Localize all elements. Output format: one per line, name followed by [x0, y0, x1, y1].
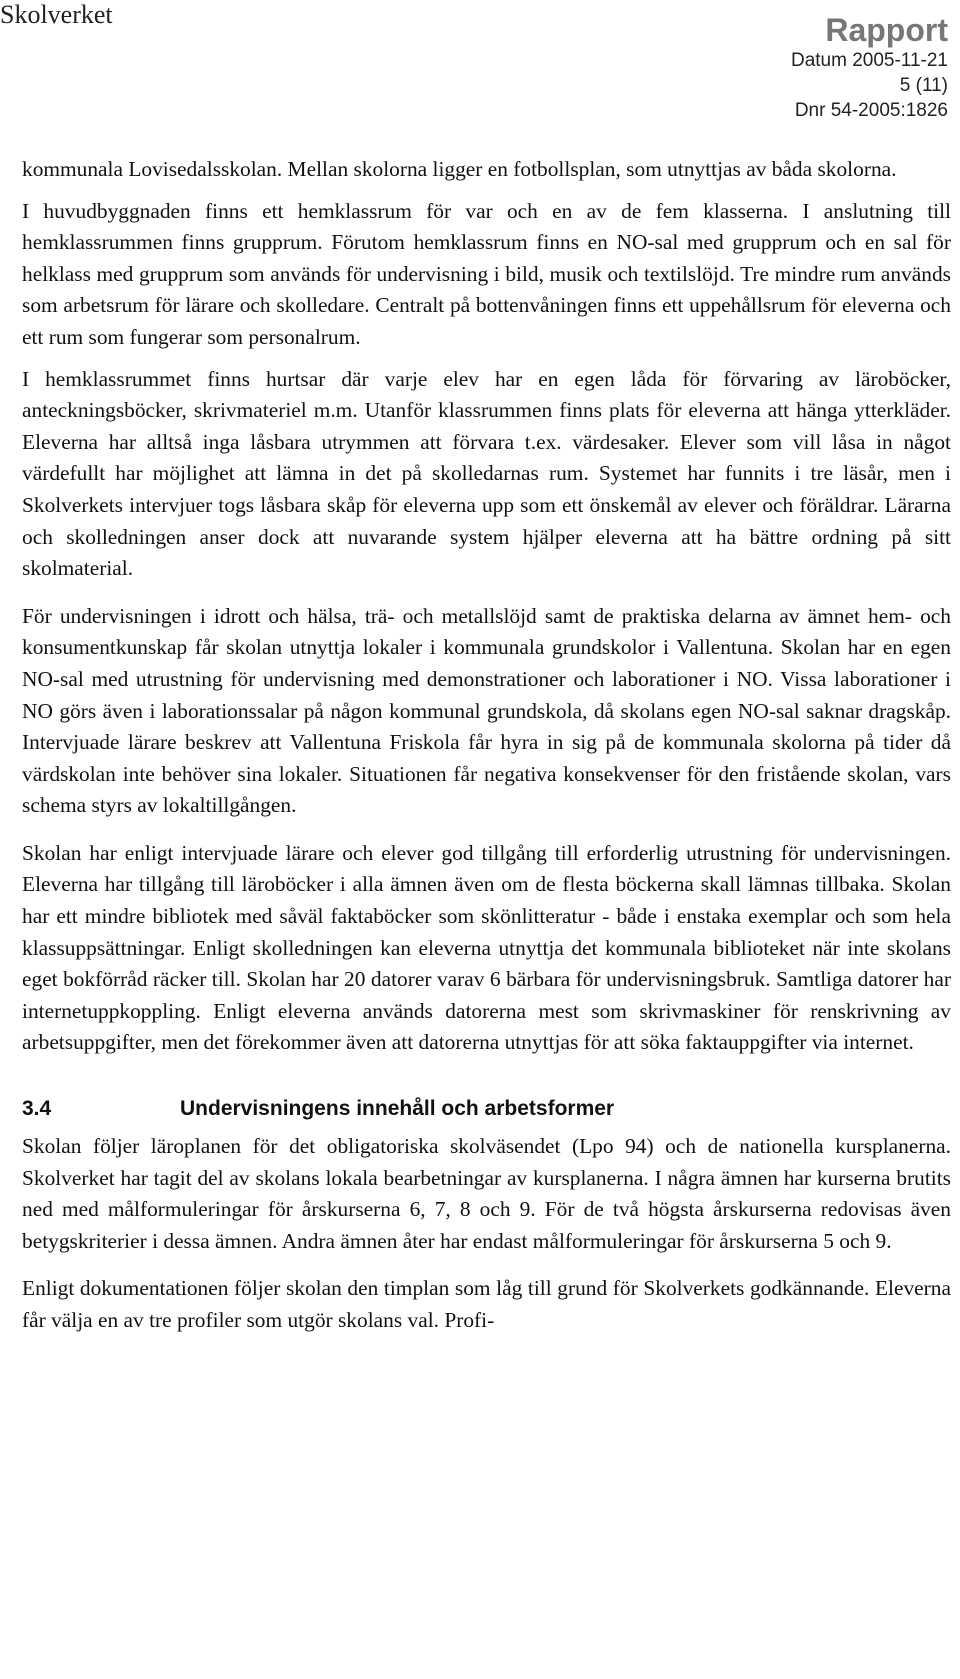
report-title: Rapport	[825, 12, 948, 48]
paragraph: För undervisningen i idrott och hälsa, trä- och metallslöjd samt de praktiska delarna av ämnet hem- och konsumentkunskap får skolan utnyttja lokaler i kommunala grundskolor i Vallentuna. Skolan har en egen NO-sal med utrustning för undervisning med demonstrationer och laborationer i NO. Vissa laborationer i NO görs även i laborationssalar på någon kommunal grundskola, då skolans egen NO-sal saknar dragskåp. Intervjuade lärare beskrev att Vallentuna Friskola får hyra in sig på de kommunala skolorna på tider då värdskolan inte behöver sina lokaler. Situationen får negativa konsekvenser för den fristående skolan, vars schema styrs av lokaltillgången.	[22, 603, 951, 818]
paragraph: kommunala Lovisedalsskolan. Mellan skolorna ligger en fotbollsplan, som utnyttjas av båda skolorna.	[22, 157, 897, 181]
section-title: Undervisningens innehåll och arbetsformer	[180, 1097, 615, 1121]
paragraph: Enligt dokumentationen följer skolan den timplan som låg till grund för Skolverkets godkännande. Eleverna får välja en av tre profiler som utgör skolans val. Profi-	[22, 1276, 951, 1332]
paragraph: Skolan har enligt intervjuade lärare och elever god tillgång till erforderlig utrustning för undervisningen. Eleverna har tillgång till läroböcker i alla ämnen även om de flesta böckerna skall lämnas tillbaka. Skolan har ett mindre bibliotek med såväl faktaböcker som skönlitteratur - både i enstaka exemplar och som hela klassuppsättningar. Enligt skolledningen kan eleverna utnyttja det kommunala biblioteket när inte skolans eget bokförråd räcker till. Skolan har 20 datorer varav 6 bärbara för undervisningsbruk. Samtliga datorer har internetuppkoppling. Enligt eleverna används datorerna mest som skrivmaskiner för renskrivning av arbetsuppgifter, men det förekommer även att datorerna utnyttjas för att söka faktauppgifter via internet.	[22, 840, 951, 1055]
report-header	[791, 12, 948, 123]
paragraph: I huvudbyggnaden finns ett hemklassrum för var och en av de fem klasserna. I anslutning till hemklassrummen finns grupprum. Förutom hemklassrum finns en NO-sal med grupprum och en sal för helklass med grupprum som används för undervisning i bild, musik och textilslöjd. Tre mindre rum används som arbetsrum för lärare och skolledare. Centralt på bottenvåningen finns ett uppehållsrum för eleverna och ett rum som fungerar som personalrum.	[22, 198, 951, 349]
document-body	[22, 154, 951, 1353]
page-number: 5 (11)	[899, 75, 948, 96]
document-number: Dnr 54-2005:1826	[794, 100, 948, 121]
paragraph: I hemklassrummet finns hurtsar där varje elev har en egen låda för förvaring av läroböcker, anteckningsböcker, skrivmateriel m.m. Utanför klassrummen finns plats för eleverna att hänga ytterkläder. Eleverna har alltså inga låsbara utrymmen att förvara t.ex. värdesaker. Elever som vill låsa in något värdefullt har möjlighet att lämna in det på skolledarnas rum. Systemet har funnits i tre läsår, men i Skolverkets intervjuer togs låsbara skåp för eleverna upp som ett önskemål av elever och föräldrar. Lärarna och skolledningen anser dock att nuvarande system hjälper eleverna att ha bättre ordning på sitt skolmaterial.	[22, 366, 951, 581]
paragraph: Skolan följer läroplanen för det obligatoriska skolväsendet (Lpo 94) och de nationella kursplanerna. Skolverket har tagit del av skolans lokala bearbetningar av kursplanerna. I några ämnen har kurserna brutits ned med målformuleringar för årskurserna 6, 7, 8 och 9. För de två högsta årskurserna redovisas även betygskriterier i dessa ämnen. Andra ämnen åter har endast målformuleringar för årskurserna 5 och 9.	[22, 1134, 951, 1253]
report-date: Datum 2005-11-21	[790, 50, 948, 71]
section-number: 3.4	[22, 1097, 52, 1121]
section-heading	[22, 1095, 951, 1123]
skolverket-logo: Skolverket	[0, 0, 113, 29]
